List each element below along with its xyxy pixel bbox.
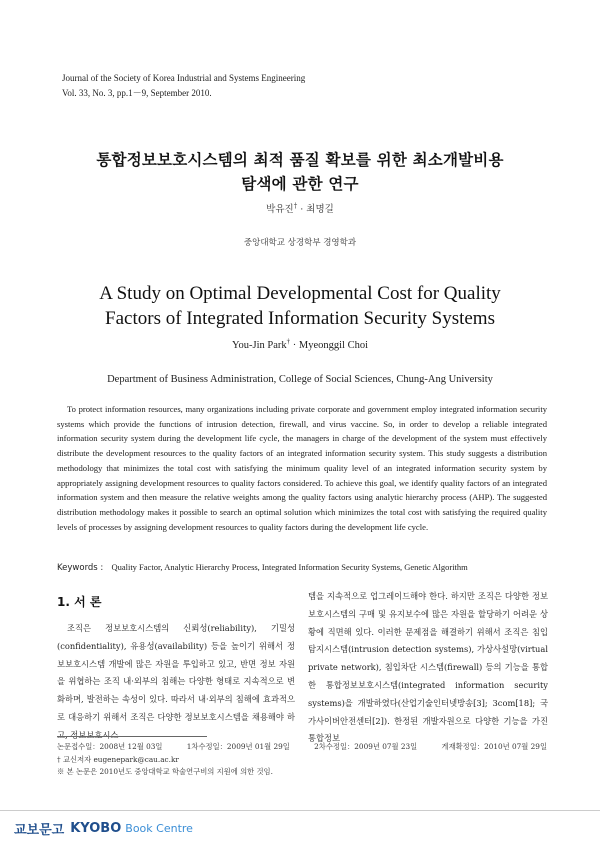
abstract: To protect information resources, many organizations including private corporate and government employ integrated information security systems which provide the functions of intrusion detection, firewall, and virus vaccine. So, in order to develop a reliable integrated information security system during the development life cycle, the managers in charge of the development of the system must effectively distribute the development resources to the quality factors of an integrated information security system. This study suggests a distribution methodology that minimizes the total cost with satisfying the minimum quality level of an integrated information security system by appropriately assigning development resources to quality factors considered. To achieve this goal, we identify quality factors of an integrated information system and then measure the relative weights among the quality factors using analytic hierarchy process (AHP). The suggested distribution methodology makes it possible to search an optimal solution which minimizes the total cost with satisfying the required quality levels of processes by assigning development resources to quality factors during the development life cycle. <box>57 404 547 532</box>
korean-affiliation: 중앙대학교 상경학부 경영학과 <box>243 238 357 248</box>
submission-dates <box>57 741 547 754</box>
english-author-2: · Myeonggil Choi <box>292 340 369 351</box>
body-column-right: 템을 지속적으로 업그레이드해야 한다. 하지만 조직은 다양한 정보보호시스템의 구매 및 유지보수에 많은 자원을 할당하기 어려운 상황에 직면해 있다. 이러한 문제점을 해결하기 위해서 조직은 침입탐지시스템(intrusion detection systems), 가상사설망(virtual private network), 침입차단 시스템(firewall) 등의 기능을 통합한 통합정보보호시스템(integrated information security systems)을 개발하였다(산업기술인터넷방송[3]; 3com[18]; 국가사이버안전센터[2]). 한정된 개발자원으로 다양한 기능을 가진 통합정보 <box>308 591 548 744</box>
english-author-1: You-Jin Park <box>231 340 287 351</box>
corresponding-author: † 교신저자 eugenepark@cau.ac.kr <box>57 754 179 764</box>
korean-authors <box>0 201 600 215</box>
korean-author-2: · 최명길 <box>300 204 334 215</box>
footnote-divider <box>57 736 207 737</box>
journal-name: Journal of the Society of Korea Industrial and Systems Engineering <box>62 73 306 83</box>
korean-title-line1: 통합정보보호시스템의 최적 품질 확보를 위한 최소개발비용 <box>96 151 504 169</box>
english-title-line2: Factors of Integrated Information Security Systems <box>105 308 495 329</box>
revision2-date: 2차수정일：2009년 07월 23일 <box>314 742 418 751</box>
publisher-footer <box>14 819 193 838</box>
funding-note: ※ 본 논문은 2010년도 중앙대학교 학술연구비의 지원에 의한 것임. <box>57 767 273 776</box>
english-title-line1: A Study on Optimal Developmental Cost for Quality <box>99 283 501 304</box>
english-affiliation: Department of Business Administration, College of Social Sciences, Chung-Ang University <box>107 374 493 385</box>
korean-author-1: 박유진 <box>266 204 294 215</box>
received-date: 논문접수일：2008년 12월 03일 <box>57 742 163 751</box>
footer-divider <box>0 810 600 811</box>
body-column-left: 조직은 정보보호시스템의 신뢰성(reliability), 기밀성(confidentiality), 유용성(availability) 등을 높이기 위해서 정보보호시스템 개발에 많은 자원을 투입하고 있고, 반면 정보 자원을 위협하는 조직 내·외부의 침해는 다양한 형태로 지속적으로 변화하며, 발전하는 속성이 있다. 따라서 내·외부의 침해에 효과적으로 대응하기 위해서 조직은 다양한 정보보호시스템을 채용해야 하고, 정보보호시스 <box>57 623 295 740</box>
publisher-logo-sub: Book Centre <box>125 822 193 835</box>
korean-title <box>0 148 600 196</box>
english-title <box>0 281 600 331</box>
accepted-date: 게재확정일：2010년 07월 29일 <box>441 742 547 751</box>
corresponding-mark-en: † <box>286 337 291 346</box>
keywords <box>57 562 557 573</box>
keywords-label: Keywords : <box>57 563 104 573</box>
journal-info <box>62 71 305 101</box>
footnotes <box>57 741 557 779</box>
publisher-logo-kr: 교보문고 <box>14 823 65 838</box>
journal-volume: Vol. 33, No. 3, pp.1－9, September 2010. <box>62 88 212 98</box>
corresponding-mark: † <box>293 201 298 210</box>
publisher-logo-en: KYOBO <box>70 821 122 836</box>
section-title: 1. 서 론 <box>57 595 102 609</box>
keywords-value: Quality Factor, Analytic Hierarchy Process, Integrated Information Security Systems, Genetic Algorithm <box>111 562 468 572</box>
revision1-date: 1차수정일：2009년 01월 29일 <box>186 742 290 751</box>
english-authors <box>0 337 600 351</box>
korean-title-line2: 탐색에 관한 연구 <box>241 175 359 193</box>
